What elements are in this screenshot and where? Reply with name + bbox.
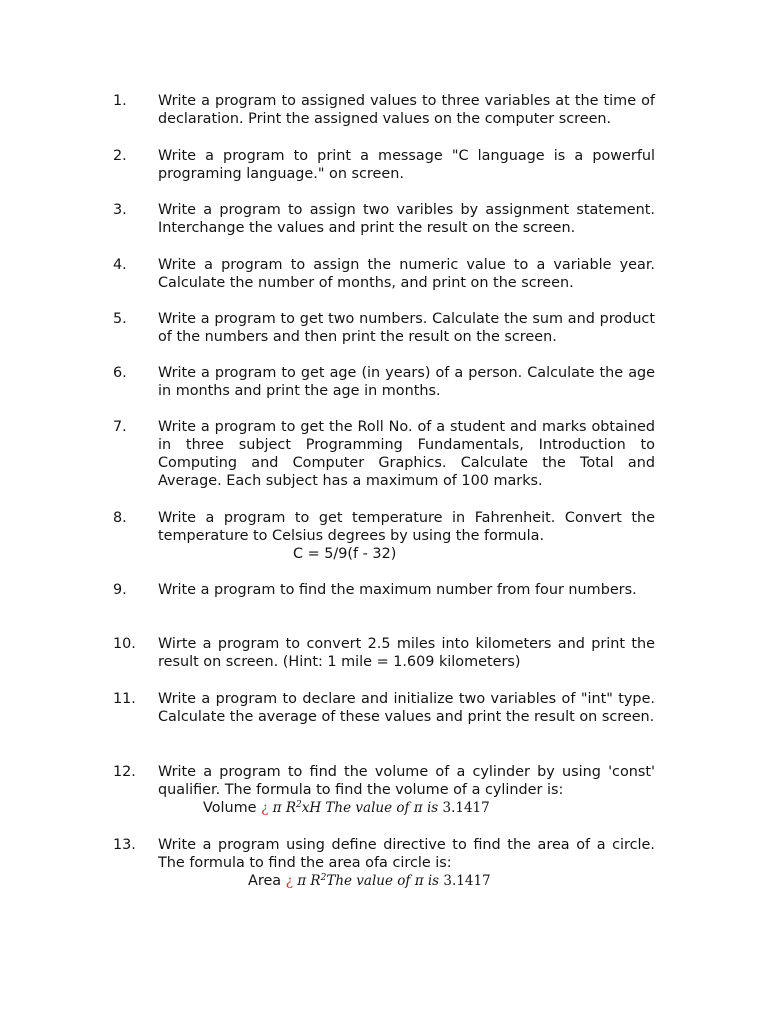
- item-number: 1.: [113, 93, 127, 109]
- item-number: 4.: [113, 257, 127, 273]
- item-text: Write a program to get age (in years) of a person. Calculate the age in months and print the age in months.: [158, 365, 655, 399]
- item-number: 10.: [113, 636, 136, 652]
- item-text: Write a program to declare and initialize two variables of "int" type. Calculate the average of these values and print the result on screen.: [158, 691, 655, 725]
- item-number: 12.: [113, 764, 136, 780]
- item-number: 2.: [113, 148, 127, 164]
- formula-label: Area: [248, 873, 282, 889]
- item-text: Write a program to get temperature in Fahrenheit. Convert the temperature to Celsius degrees by using the formula.: [158, 510, 655, 544]
- list-item: [113, 836, 655, 890]
- list-item: [113, 147, 655, 183]
- item-number: 8.: [113, 510, 127, 526]
- list-item: [113, 364, 655, 400]
- item-text: Write a program to find the maximum number from four numbers.: [158, 582, 637, 598]
- list-item: [113, 581, 655, 599]
- formula-math: ¿ π $R^2The$ value of π is 3.1417: [285, 873, 491, 889]
- list-item: [113, 763, 655, 817]
- item-text: Write a program to assign two varibles by assignment statement. Interchange the values and print the result on the screen.: [158, 202, 655, 236]
- list-item: [113, 92, 655, 128]
- item-number: 9.: [113, 582, 127, 598]
- item-text: Write a program to print a message "C language is a powerful programing language." on screen.: [158, 148, 655, 182]
- celsius-formula: C = 5/9(f - 32): [293, 546, 397, 562]
- item-text: Write a program using define directive to find the area of a circle. The formula to find the area ofa circle is:: [158, 837, 655, 871]
- item-text: Write a program to assigned values to three variables at the time of declaration. Print the assigned values on the computer screen.: [158, 93, 655, 127]
- list-item: [113, 690, 655, 726]
- list-item: [113, 418, 655, 490]
- item-number: 13.: [113, 837, 136, 853]
- item-number: 3.: [113, 202, 127, 218]
- formula-label: Volume: [203, 800, 257, 816]
- list-item: [113, 635, 655, 671]
- list-item: [113, 310, 655, 346]
- item-text: Write a program to find the volume of a cylinder by using 'const' qualifier. The formula to find the volume of a cylinder is:: [158, 764, 655, 798]
- list-item: [113, 201, 655, 237]
- item-text: Write a program to assign the numeric value to a variable year. Calculate the number of months, and print on the screen.: [158, 257, 655, 291]
- item-number: 7.: [113, 419, 127, 435]
- item-number: 11.: [113, 691, 136, 707]
- item-number: 6.: [113, 365, 127, 381]
- list-item: [113, 509, 655, 563]
- item-text: Write a program to get the Roll No. of a student and marks obtained in three subject Programming Fundamentals, Introduction to Computing and Computer Graphics. Calculate the Total and Average. Each subject has a maximum of 100 marks.: [158, 419, 655, 489]
- item-number: 5.: [113, 311, 127, 327]
- volume-formula: [113, 799, 655, 817]
- formula-math: ¿ π $R^2xH$ The value of π is 3.1417: [261, 800, 490, 816]
- list-item: [113, 256, 655, 292]
- item-text: Write a program to get two numbers. Calculate the sum and product of the numbers and then print the result on the screen.: [158, 311, 655, 345]
- area-formula: [113, 872, 655, 890]
- item-text: Wirte a program to convert 2.5 miles into kilometers and print the result on screen. (Hint: 1 mile = 1.609 kilometers): [158, 636, 655, 670]
